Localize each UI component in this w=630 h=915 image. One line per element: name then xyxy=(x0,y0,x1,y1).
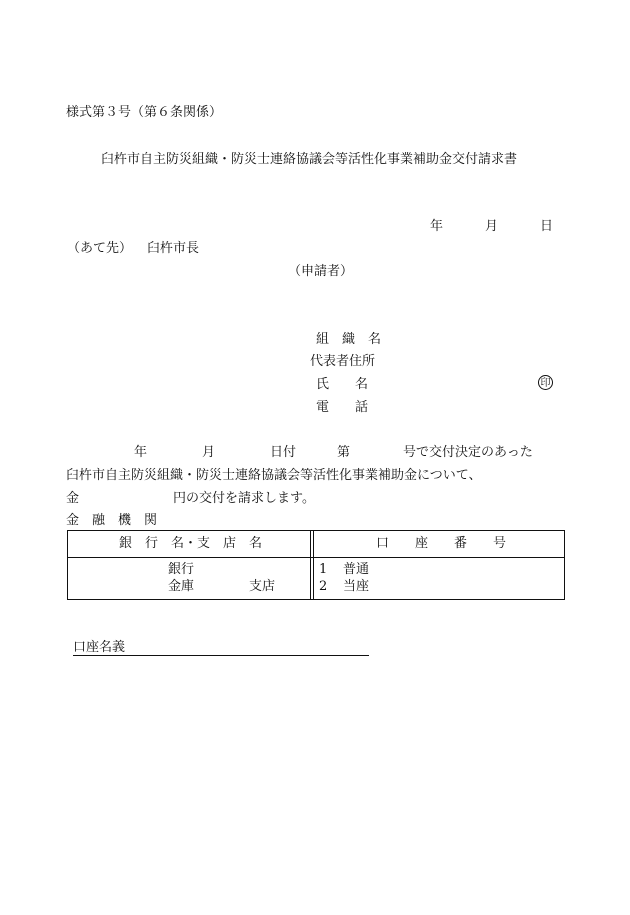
addressee-label: （あて先） xyxy=(67,241,133,256)
table-column-divider-double xyxy=(313,531,314,599)
account-type-1-label: 普通 xyxy=(343,562,370,577)
bank-table xyxy=(67,530,565,600)
bank-section-label: 金 融 機 関 xyxy=(66,513,158,528)
phone-label: 電 話 xyxy=(316,400,369,415)
date-year-label: 年 xyxy=(430,219,444,234)
form-number: 様式第３号（第６条関係） xyxy=(66,105,223,120)
body-date-label: 日付 xyxy=(270,445,297,460)
kinko-suffix: 金庫 xyxy=(168,579,195,594)
date-month-label: 月 xyxy=(485,219,499,234)
body-decision-text: 号で交付決定のあった xyxy=(403,445,533,460)
account-type-1-number: 1 xyxy=(319,562,328,577)
seal-mark: 印 xyxy=(538,375,553,390)
account-type-2-number: 2 xyxy=(319,579,328,594)
applicant-heading: （申請者） xyxy=(288,264,354,279)
name-label: 氏 名 xyxy=(316,377,369,392)
body-month-label: 月 xyxy=(202,445,216,460)
body-request-text: 円の交付を請求します。 xyxy=(173,491,315,506)
header-bank-branch: 銀 行 名・支 店 名 xyxy=(119,536,263,551)
rep-address-label: 代表者住所 xyxy=(310,354,376,369)
body-subsidy-line: 臼杵市自主防災組織・防災士連絡協議会等活性化事業補助金について、 xyxy=(66,468,482,483)
bank-suffix: 銀行 xyxy=(168,562,195,577)
branch-suffix: 支店 xyxy=(249,579,276,594)
body-number-prefix: 第 xyxy=(337,445,351,460)
account-holder-label: 口座名義 xyxy=(73,640,126,655)
body-amount-prefix: 金 xyxy=(66,491,80,506)
account-type-2-label: 当座 xyxy=(343,579,370,594)
header-account-number: 口 座 番 号 xyxy=(376,536,507,551)
table-header-divider xyxy=(68,557,564,558)
body-year-label: 年 xyxy=(134,445,148,460)
table-column-divider xyxy=(310,531,311,599)
date-day-label: 日 xyxy=(540,219,554,234)
org-name-label: 組 織 名 xyxy=(316,332,382,347)
addressee-name: 臼杵市長 xyxy=(147,241,200,256)
document-title: 臼杵市自主防災組織・防災士連絡協議会等活性化事業補助金交付請求書 xyxy=(101,152,518,167)
